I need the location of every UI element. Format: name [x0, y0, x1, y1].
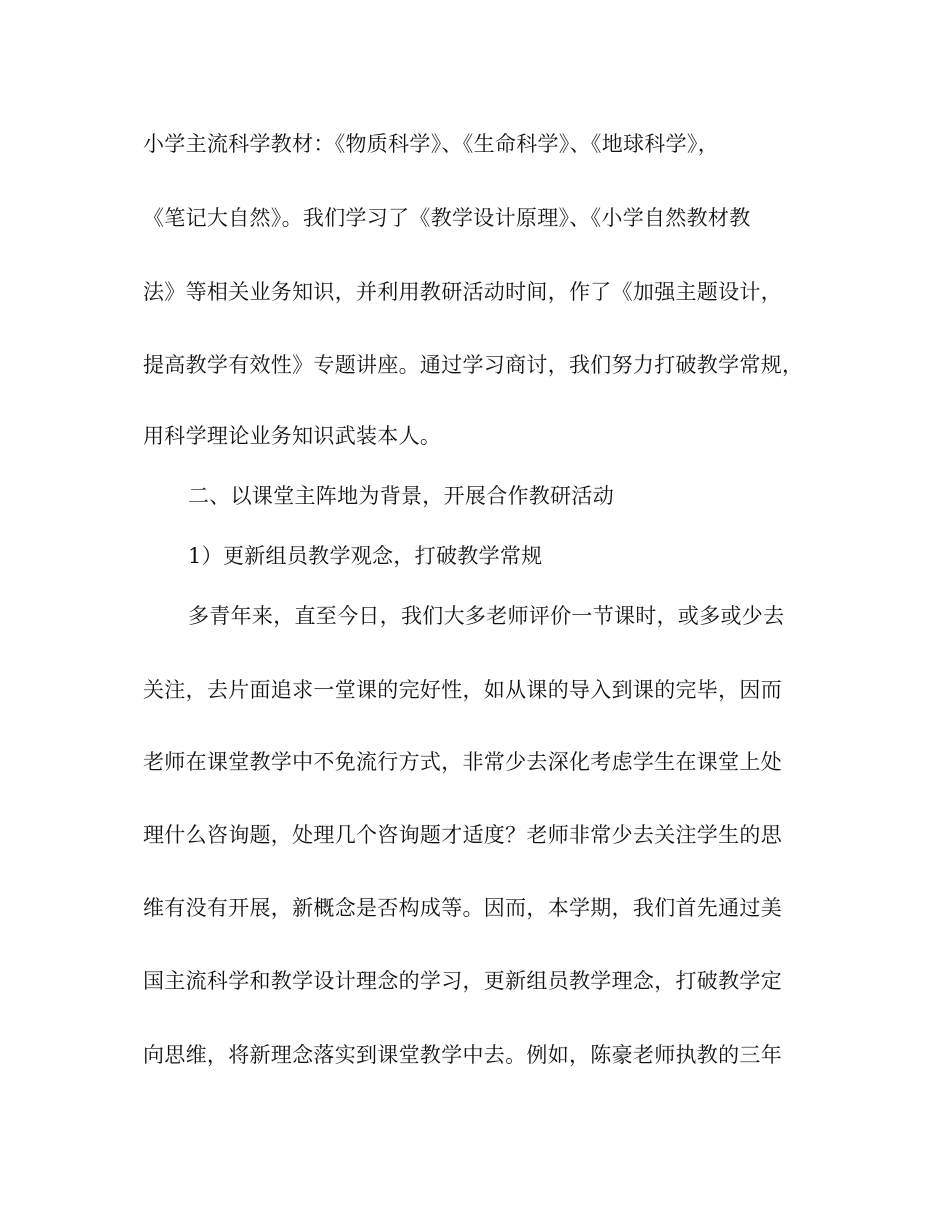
paragraph-line: 维有没有开展，新概念是否构成等。因而，本学期，我们首先通过美: [143, 896, 782, 920]
paragraph-line: 理什么咨询题，处理几个咨询题才适度？老师非常少去关注学生的思: [143, 823, 782, 847]
paragraph-line: 法》等相关业务知识，并利用教研活动时间，作了《加强主题设计，: [143, 280, 782, 304]
paragraph-line: 多青年来，直至今日，我们大多老师评价一节课时，或多或少去: [188, 604, 785, 628]
paragraph-line: 国主流科学和教学设计理念的学习，更新组员教学理念，打破教学定: [143, 969, 782, 993]
paragraph-line: 老师在课堂教学中不免流行方式，非常少去深化考虑学生在课堂上处: [143, 750, 782, 774]
paragraph-line: 提高教学有效性》专题讲座。通过学习商讨，我们努力打破教学常规，: [143, 353, 804, 377]
paragraph-line: 向思维，将新理念落实到课堂教学中去。例如，陈豪老师执教的三年: [143, 1043, 782, 1067]
paragraph-line: 《笔记大自然》。我们学习了《教学设计原理》、《小学自然教材教: [143, 206, 751, 230]
section-heading: 二、以课堂主阵地为背景，开展合作教研活动: [188, 484, 614, 508]
paragraph-line: 关注，去片面追求一堂课的完好性，如从课的导入到课的完毕，因而: [143, 678, 782, 702]
paragraph-line: 小学主流科学教材：《物质科学》、《生命科学》、《地球科学》，: [143, 132, 719, 156]
paragraph-line: 用科学理论业务知识武装本人。: [143, 424, 442, 448]
subsection-heading: 1）更新组员教学观念，打破教学常规: [188, 544, 543, 568]
